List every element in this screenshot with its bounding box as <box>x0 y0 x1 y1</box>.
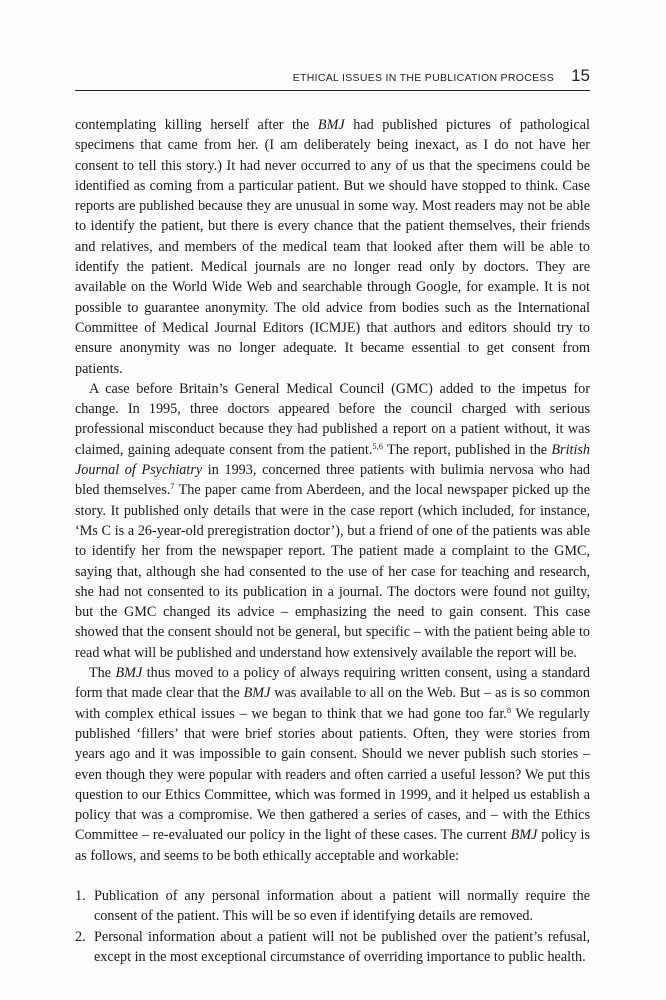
list-item <box>75 886 590 927</box>
policy-list <box>75 886 590 967</box>
journal-title: BMJ <box>243 685 271 702</box>
running-head <box>75 66 590 91</box>
paragraph-3 <box>75 663 590 866</box>
journal-title: BMJ <box>115 665 143 682</box>
page-number: 15 <box>571 66 590 85</box>
text-run: had published pictures of pathological specimens that came from her. (I am deliberately being inexact, as I do not have her consent to tell this story.) It had never occurred to any of us that the specimens could be identified as coming from a particular patient. But we should have stopped to think. Case reports are published because they are unusual in some way. Most readers may not be able to identify the patient, but there is every chance that the patient themselves, their friends and relatives, and members of the medical team that looked after them will be able to identify the patient. Medical journals are no longer read only by doctors. They are available on the World Wide Web and searchable through Google, for example. It is not possible to guarantee anonymity. The old advice from bodies such as the International Committee of Medical Journal Editors (ICMJE) that authors and editors should try to ensure anonymity was no longer adequate. It became essential to get consent from patients. <box>75 117 590 377</box>
list-item-text: Publication of any personal information about a patient will normally require the consent of the patient. This will be so even if identifying details are removed. <box>94 887 590 925</box>
running-title: ETHICAL ISSUES IN THE PUBLICATION PROCESS <box>292 72 554 84</box>
journal-title: British Journal of Psychiatry <box>75 441 591 479</box>
text-run: contemplating killing herself after the <box>75 117 318 133</box>
journal-title: BMJ <box>317 117 345 133</box>
text-run: was available to all on the Web. But – as is so common with complex ethical issues – we began to think that we had gone too far. <box>75 685 590 722</box>
text-run: The paper came from Aberdeen, and the local newspaper picked up the story. It published only details that were in the case report (which included, for instance, ‘Ms C is a 26-year-old preregistration doctor’), but a friend of one of the patients was able to identify her from the newspaper report. The patient made a complaint to the GMC, saying that, although she had consented to the use of her case for teaching and research, she had not consented to its publication in a journal. The doctors were found not guilty, but the GMC changed its advice – emphasizing the need to gain consent. This case showed that the consent should not be general, but specific – with the patient being able to read what will be published and understand how extensively available the report will be. <box>75 482 591 661</box>
citation-superscript: 7 <box>170 481 175 492</box>
text-run: A case before Britain’s General Medical Council (GMC) added to the impetus for change. In 1995, three doctors appeared before the council charged with serious professional misconduct because they had published a report on a patient without, it was claimed, gaining adequate consent from the patient. <box>75 380 590 458</box>
list-number: 1. <box>75 887 86 904</box>
text-run: in 1993, concerned three patients with bulimia nervosa who had bled themselves. <box>75 462 591 499</box>
list-number: 2. <box>75 928 86 945</box>
text-run: thus moved to a policy of always requiring written consent, using a standard form that made clear that the <box>75 665 590 702</box>
paragraph-1 <box>75 115 590 379</box>
list-item-text: Personal information about a patient will not be published over the patient’s refusal, except in the most exceptional circumstance of overriding importance to public health. <box>94 928 590 965</box>
text-run: The <box>89 665 116 682</box>
list-item <box>75 927 590 968</box>
journal-title: BMJ <box>510 827 538 844</box>
text-run: The report, published in the <box>383 441 552 458</box>
paragraph-2 <box>75 379 590 663</box>
citation-superscript: 5,6 <box>372 440 384 451</box>
citation-superscript: 8 <box>506 704 512 715</box>
body-text <box>75 115 590 967</box>
text-run: We regularly published ‘fillers’ that were brief stories about patients. Often, they were stories from years ago and it was impossible to gain consent. Should we never publish such stories – even though they were popular with readers and often carried a useful lesson? We put this question to our Ethics Committee, which was formed in 1999, and it helped us establish a policy that was a compromise. We then gathered a series of cases, and – with the Ethics Committee – re-evaluated our policy in the light of these cases. The current <box>75 705 590 844</box>
text-run: policy is as follows, and seems to be both ethically acceptable and workable: <box>75 827 590 864</box>
